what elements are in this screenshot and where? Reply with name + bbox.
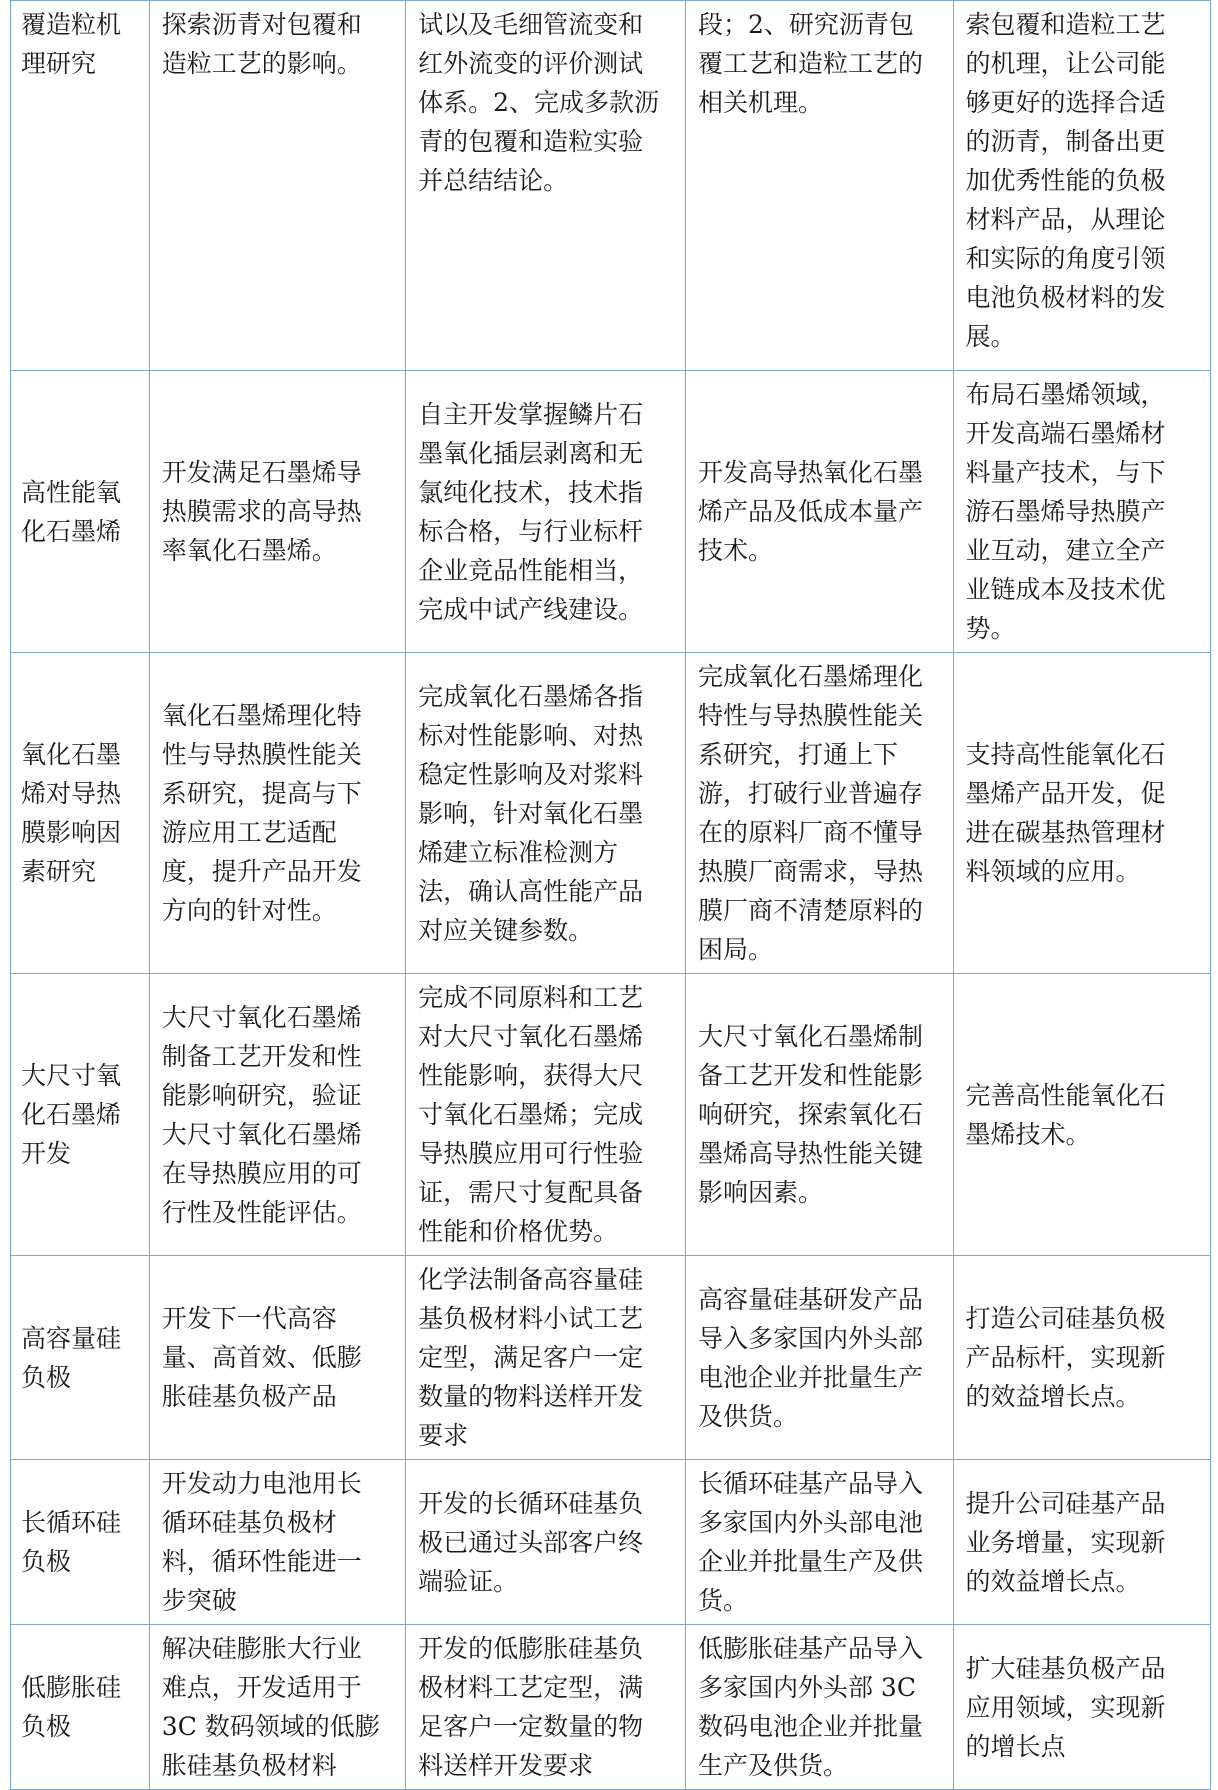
project-impact: 完善高性能氧化石 墨烯技术。	[965, 1080, 1166, 1149]
project-name: 低膨胀硅 负极	[21, 1673, 122, 1741]
project-progress-cell	[406, 1, 686, 371]
project-target-cell	[685, 1, 953, 371]
project-impact: 提升公司硅基产品 业务增量，实现新 的效益增长点。	[965, 1488, 1166, 1596]
project-name-cell	[11, 1625, 150, 1790]
project-target-cell	[685, 1460, 953, 1625]
project-name: 长循环硅 负极	[21, 1508, 122, 1576]
project-impact: 打造公司硅基负极 产品标杆，实现新 的效益增长点。	[965, 1304, 1166, 1411]
project-goal: 氧化石墨烯理化特 性与导热膜性能关 系研究，提高与下 游应用工艺适配 度，提升产品开发 方向的针对性。	[161, 701, 362, 925]
project-progress: 完成氧化石墨烯各指 标对性能影响、对热 稳定性影响及对浆料 影响，针对氧化石墨 烯建立标准检测方 法，确认高性能产品 对应关键参数。	[418, 681, 644, 945]
project-impact: 索包覆和造粒工艺 的机理，让公司能 够更好的选择合适 的沥青，制备出更 加优秀性能的负极 材料产品，从理论 和实际的角度引领 电池负极材料的发 展。	[965, 10, 1166, 351]
project-target: 高容量硅基研发产品 导入多家国内外头部 电池企业并批量生产 及供货。	[697, 1284, 923, 1431]
project-goal: 开发动力电池用长 循环硅基负极材 料，循环性能进一 步突破	[161, 1469, 362, 1615]
project-impact-cell	[953, 653, 1211, 974]
project-progress-cell	[406, 974, 686, 1256]
project-name-cell	[11, 653, 150, 974]
project-progress: 化学法制备高容量硅 基负极材料小试工艺 定型，满足客户一定 数量的物料送样开发 要求	[418, 1265, 644, 1450]
table-row	[11, 1256, 1211, 1460]
table-row	[11, 371, 1211, 653]
project-target: 完成氧化石墨烯理化 特性与导热膜性能关 系研究，打通上下 游，打破行业普遍存 在的原料厂商不懂导 热膜厂商需求，导热 膜厂商不清楚原料的 困局。	[697, 662, 923, 964]
project-target-cell	[685, 1256, 953, 1460]
project-target-cell	[685, 1625, 953, 1790]
rd-projects-table	[10, 0, 1211, 1790]
project-name-cell	[11, 974, 150, 1256]
project-progress-cell	[406, 371, 686, 653]
table-row	[11, 1625, 1211, 1790]
project-progress: 试以及毛细管流变和 红外流变的评价测试 体系。2、完成多款沥 青的包覆和造粒实验 并总结结论。	[418, 10, 660, 195]
project-target-cell	[685, 371, 953, 653]
table-row	[11, 653, 1211, 974]
project-goal: 大尺寸氧化石墨烯 制备工艺开发和性 能影响研究，验证 大尺寸氧化石墨烯 在导热膜应用的可 行性及性能评估。	[161, 1002, 362, 1227]
project-impact-cell	[953, 1256, 1211, 1460]
project-target: 低膨胀硅基产品导入 多家国内外头部 3C 数码电池企业并批量 生产及供货。	[697, 1634, 923, 1780]
project-goal-cell	[149, 653, 405, 974]
project-target: 段；2、研究沥青包 覆工艺和造粒工艺的 相关机理。	[697, 10, 923, 117]
project-goal-cell	[149, 1460, 405, 1625]
project-impact-cell	[953, 1625, 1211, 1790]
project-impact-cell	[953, 1460, 1211, 1625]
project-progress-cell	[406, 1256, 686, 1460]
project-impact: 布局石墨烯领域， 开发高端石墨烯材 料量产技术，与下 游石墨烯导热膜产 业互动，建立全产 业链成本及技术优 势。	[965, 380, 1166, 643]
project-progress: 开发的长循环硅基负 极已通过头部客户终 端验证。	[418, 1488, 644, 1596]
project-goal-cell	[149, 1, 405, 371]
project-name-cell	[11, 371, 150, 653]
project-goal: 解决硅膨胀大行业 难点，开发适用于 3C 数码领域的低膨 胀硅基负极材料	[161, 1634, 380, 1780]
project-name: 大尺寸氧 化石墨烯 开发	[21, 1061, 122, 1168]
project-target-cell	[685, 974, 953, 1256]
project-impact-cell	[953, 974, 1211, 1256]
project-goal-cell	[149, 371, 405, 653]
project-impact: 扩大硅基负极产品 应用领域，实现新 的增长点	[965, 1653, 1166, 1761]
project-goal-cell	[149, 1625, 405, 1790]
project-progress: 完成不同原料和工艺 对大尺寸氧化石墨烯 性能影响，获得大尺 寸氧化石墨烯；完成 导热膜应用可行性验 证，需尺寸复配具备 性能和价格优势。	[418, 983, 644, 1246]
project-name: 覆造粒机 理研究	[21, 10, 122, 78]
project-name: 高容量硅 负极	[21, 1323, 122, 1392]
project-target: 大尺寸氧化石墨烯制 备工艺开发和性能影 响研究，探索氧化石 墨烯高导热性能关键 影响因素。	[697, 1022, 923, 1207]
project-impact: 支持高性能氧化石 墨烯产品开发，促 进在碳基热管理材 料领域的应用。	[965, 740, 1166, 886]
table-row	[11, 974, 1211, 1256]
project-target: 长循环硅基产品导入 多家国内外头部电池 企业并批量生产及供 货。	[697, 1469, 923, 1615]
project-goal: 开发下一代高容 量、高首效、低膨 胀硅基负极产品	[161, 1304, 362, 1411]
project-progress: 自主开发掌握鳞片石 墨氧化插层剥离和无 氯纯化技术，技术指 标合格，与行业标杆 企业竞品性能相当， 完成中试产线建设。	[418, 399, 644, 624]
project-name-cell	[11, 1256, 150, 1460]
project-progress-cell	[406, 653, 686, 974]
project-goal: 开发满足石墨烯导 热膜需求的高导热 率氧化石墨烯。	[161, 458, 362, 565]
project-impact-cell	[953, 371, 1211, 653]
project-name: 氧化石墨 烯对导热 膜影响因 素研究	[21, 740, 122, 886]
project-goal-cell	[149, 974, 405, 1256]
project-goal: 探索沥青对包覆和 造粒工艺的影响。	[161, 10, 362, 78]
project-goal-cell	[149, 1256, 405, 1460]
table-row	[11, 1, 1211, 371]
project-target: 开发高导热氧化石墨 烯产品及低成本量产 技术。	[697, 458, 923, 565]
project-name-cell	[11, 1460, 150, 1625]
project-progress-cell	[406, 1625, 686, 1790]
project-progress-cell	[406, 1460, 686, 1625]
project-target-cell	[685, 653, 953, 974]
table-row	[11, 1460, 1211, 1625]
project-progress: 开发的低膨胀硅基负 极材料工艺定型，满 足客户一定数量的物 料送样开发要求	[418, 1634, 644, 1780]
project-impact-cell	[953, 1, 1211, 371]
project-name-cell	[11, 1, 150, 371]
project-name: 高性能氧 化石墨烯	[21, 477, 122, 546]
